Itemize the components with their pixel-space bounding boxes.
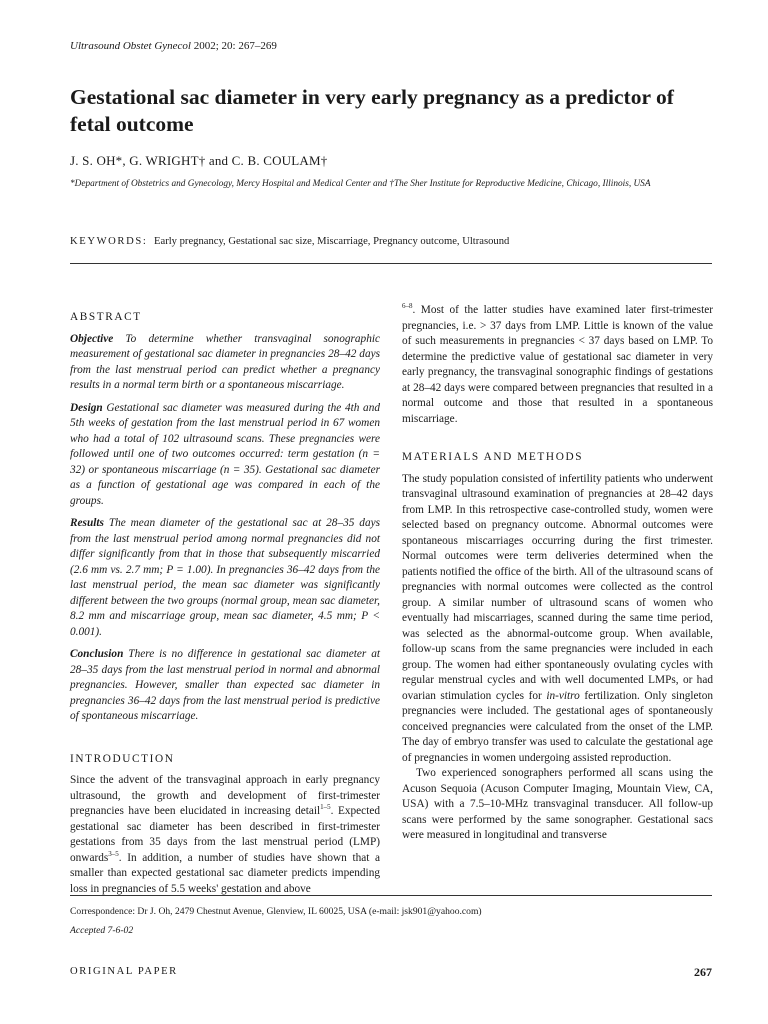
abstract-conclusion [70,647,380,725]
abstract-design [70,401,380,510]
intro-text-d: . Most of the latter studies have examined later first-trimester pregnancies, i.e. > 37 days from LMP. Little is known of the value of such measurements in pregnancies < 37 days based on LMP. To determine the predictive value of gestational sac diameter in very early pregnancy, the transvaginal sonographic findings of gestations at 28–42 days were compared between pregnancies that resulted in a normal outcome and those that resulted in a spontaneous miscarriage. [402,304,713,425]
abstract-results [70,516,380,640]
intro-text-b: . Expected gestational sac diameter has been described in first-trimester gestations from 35 days from the last menstrual period (LMP) onwards [70,805,380,864]
results-label: Results [70,517,104,529]
intro-ref-3: 6–8 [402,302,413,311]
paper-type-label: ORIGINAL PAPER [70,966,178,977]
conclusion-label: Conclusion [70,648,124,660]
methods-heading: MATERIALS AND METHODS [402,451,584,463]
introduction-paragraph-1-continued [402,303,713,427]
header-divider [70,263,712,264]
design-label: Design [70,401,103,414]
correspondence-note: Correspondence: Dr J. Oh, 2479 Chestnut Avenue, Glenview, IL 60025, USA (e-mail: jsk901@yahoo.com) [70,906,482,917]
intro-ref-1: 1–5 [320,803,331,812]
abstract-heading: ABSTRACT [70,311,142,323]
intro-ref-2: 3–5 [108,849,119,858]
page-number: 267 [694,965,712,979]
intro-text-c: . In addition, a number of studies have shown that a smaller than expected gestational sac diameter predicts impending loss in pregnancies of 5.5 weeks' gestation and above [70,851,380,895]
methods-text-b: fertilization. Only singleton pregnancies were included. The gestational ages of spontaneously conceived pregnancies were calculated from the onset of the LMP. The day of embryo transfer was used to calculate the gestational age of pregnancies in women undergoing assisted reproduction. [402,689,713,764]
introduction-heading: INTRODUCTION [70,752,175,765]
intro-text-a: Since the advent of the transvaginal approach in early pregnancy ultrasound, the growth and development of first-trimester pregnancies have been elucidated in increasing detail [70,774,380,817]
journal-citation [70,40,277,52]
objective-label: Objective [70,332,114,345]
keywords-label: KEYWORDS: [70,236,148,247]
methods-paragraph-1 [402,472,713,767]
methods-paragraph-2: Two experienced sonographers performed all scans using the Acuson Sequoia (Acuson Computer Imaging, Mountain View, CA, USA) with a 7.5–10-MHz transvaginal transducer. All follow-up scans were performed by the same sonographer. Gestational sacs were measured in longitudinal and transverse [402,767,713,841]
accepted-date: Accepted 7-6-02 [70,925,134,936]
introduction-paragraph-1 [70,773,380,897]
conclusion-text: There is no difference in gestational sac diameter at 28–35 days from the last menstrual period in normal and abnormal pregnancies. However, smaller than expected sac diameter in pregnancies 36–42 days from the last menstrual period is predictive of spontaneous miscarriage. [70,648,380,722]
objective-text: To determine whether transvaginal sonographic measurement of gestational sac diameter in pregnancies 28–42 days from the last menstrual period can predict whether a pregnancy results in a normal term birth or a spontaneous miscarriage. [70,332,381,391]
methods-text-a: The study population consisted of infertility patients who underwent transvaginal ultrasound examination of pregnancies at 28–42 days from LMP. In this retrospective case-controlled study, women were selected based on pregnancy outcome. Abnormal outcomes were spontaneous miscarriages occurring during the first trimester. Normal outcomes were term deliveries determined when the patients notified the office of the birth. All of the ultrasound scans of pregnancies with normal outcomes were collected as the control group. A similar number of ultrasound scans of women who eventually had miscarriages, scanned during the same time period, was selected as the abnormal-outcome group. When available, follow-up scans from the same pregnancies were included in each group. The women had either spontaneously ovulating cycles with regular menstrual cycles and with well documented LMPs, or had ovarian stimulation cycles for [402,472,713,702]
design-text: Gestational sac diameter was measured during the 4th and 5th weeks of gestation from the last menstrual period in 67 women who had a total of 102 ultrasound scans. These pregnancies were followed until one of two outcomes occurred: term gestation (n = 32) or spontaneous miscarriage (n = 35). Gestational sac diameter as a function of gestational age was compared in each of the groups. [70,401,380,507]
right-column [402,303,713,844]
left-column [70,310,380,897]
methods-italic-term: in-vitro [546,689,580,702]
journal-volume: 2002; 20: 267–269 [193,40,277,52]
journal-name: Ultrasound Obstet Gynecol [70,40,191,52]
keywords [70,236,509,247]
affiliation: *Department of Obstetrics and Gynecology, Mercy Hospital and Medical Center and †The Sher Institute for Reproductive Medicine, Chicago, Illinois, USA [70,179,651,189]
author-list: J. S. OH*, G. WRIGHT† and C. B. COULAM† [70,153,328,168]
results-text: The mean diameter of the gestational sac at 28–35 days from the last menstrual period among normal pregnancies did not differ significantly from that in those that subsequently miscarried (2.6 mm vs. 2.7 mm; P = 1.00). In pregnancies 36–42 days from the last menstrual period, the mean sac diameter was significantly different between the two groups (normal group, mean sac diameter, 8.2 mm and miscarriage group, mean sac diameter, 4.5 mm; P < 0.001). [70,517,380,638]
keywords-text: Early pregnancy, Gestational sac size, Miscarriage, Pregnancy outcome, Ultrasound [154,236,510,247]
footer-divider [70,895,712,896]
abstract-objective [70,332,380,394]
article-title: Gestational sac diameter in very early pregnancy as a predictor of fetal outcome [70,85,674,136]
